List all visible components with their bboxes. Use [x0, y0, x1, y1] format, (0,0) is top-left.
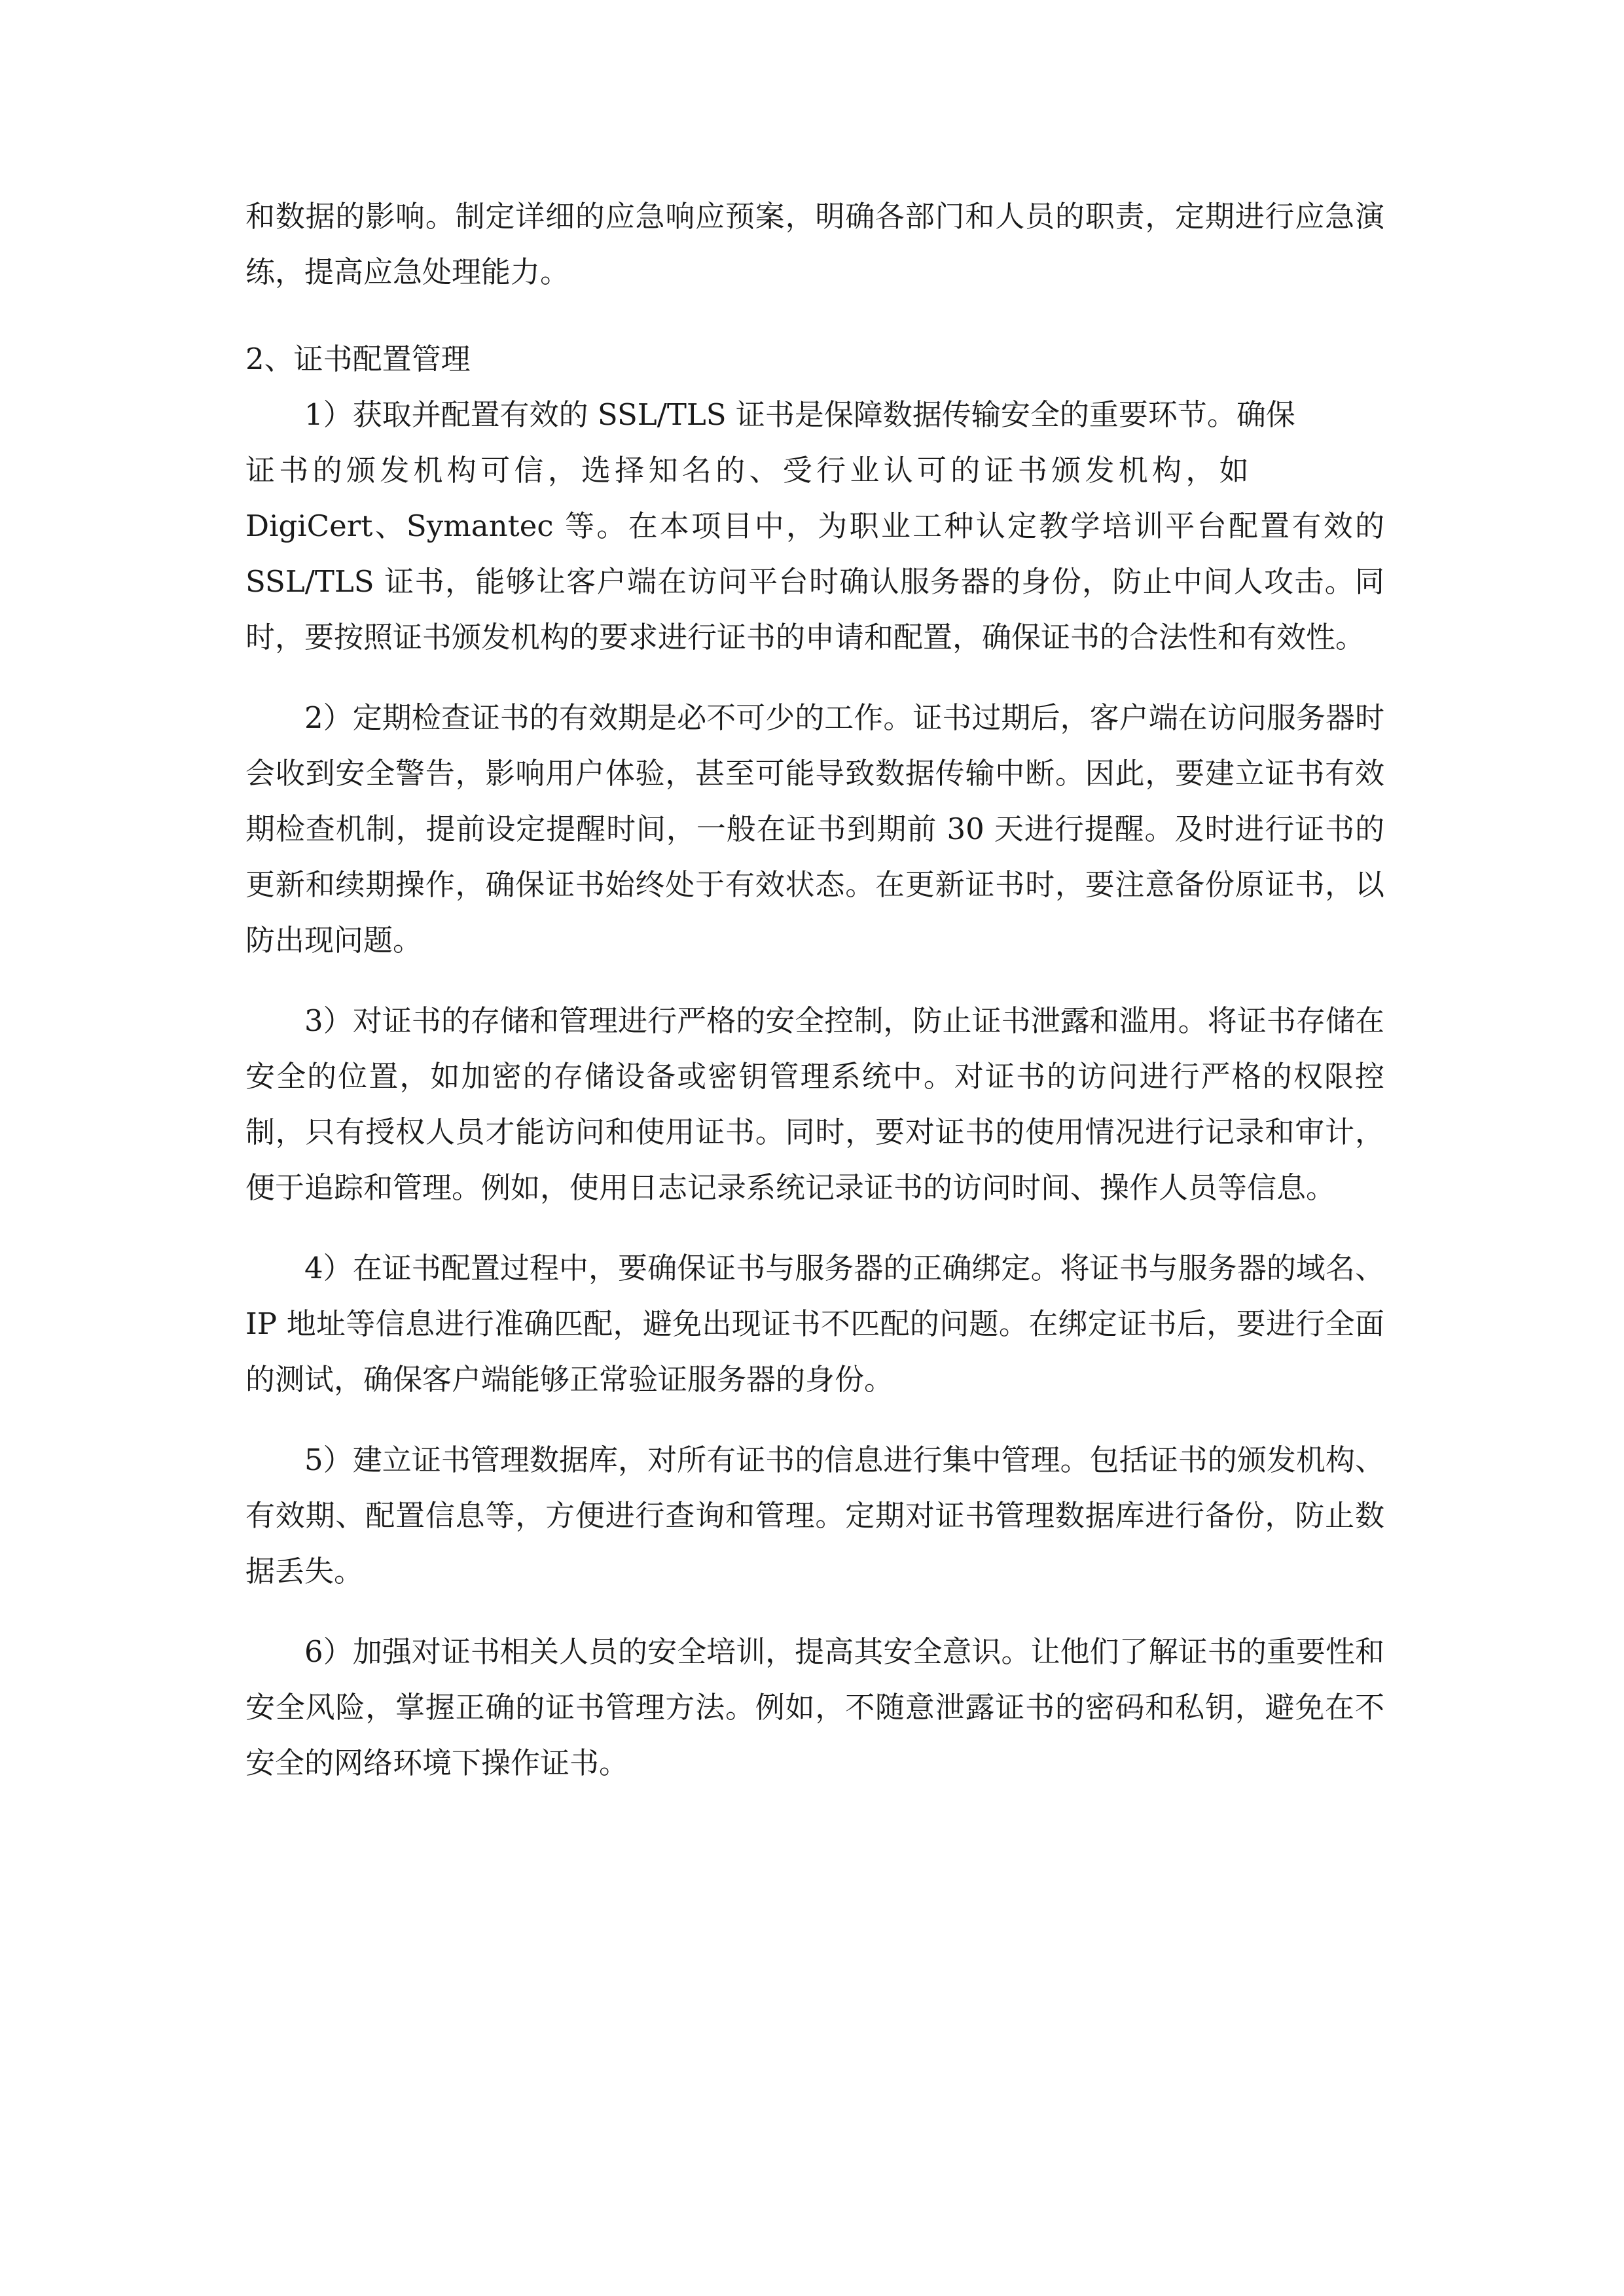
paragraph-1-line-1: 1）获取并配置有效的 SSL/TLS 证书是保障数据传输安全的重要环节。确保 — [304, 397, 1295, 432]
paragraph-3: 3）对证书的存储和管理进行严格的安全控制，防止证书泄露和滥用。将证书存储在安全的位置，如加密的存储设备或密钥管理系统中。对证书的访问进行严格的权限控制，只有授权人员才能访问和使用证书。同时，要对证书的使用情况进行记录和审计，便于追踪和管理。例如，使用日志记录系统记录证书的访问时间、操作人员等信息。 — [245, 1003, 1384, 1205]
paragraph-1-rest: DigiCert、Symantec 等。在本项目中，为职业工种认定教学培训平台配置有效的 SSL/TLS 证书，能够让客户端在访问平台时确认服务器的身份，防止中间人攻击。同时，要按照证书颁发机构的要求进行证书的申请和配置，确保证书的合法性和有效性。 — [245, 509, 1384, 655]
continuation-paragraph: 和数据的影响。制定详细的应急响应预案，明确各部门和人员的职责，定期进行应急演练，提高应急处理能力。 — [245, 199, 1384, 289]
paragraph-5: 5）建立证书管理数据库，对所有证书的信息进行集中管理。包括证书的颁发机构、有效期、配置信息等，方便进行查询和管理。定期对证书管理数据库进行备份，防止数据丢失。 — [245, 1443, 1384, 1588]
document-page — [245, 188, 1384, 1816]
paragraph-4: 4）在证书配置过程中，要确保证书与服务器的正确绑定。将证书与服务器的域名、IP 地址等信息进行准确匹配，避免出现证书不匹配的问题。在绑定证书后，要进行全面的测试，确保客户端能够正常验证服务器的身份。 — [245, 1251, 1384, 1397]
paragraph-2: 2）定期检查证书的有效期是必不可少的工作。证书过期后，客户端在访问服务器时会收到安全警告，影响用户体验，甚至可能导致数据传输中断。因此，要建立证书有效期检查机制，提前设定提醒时间，一般在证书到期前 30 天进行提醒。及时进行证书的更新和续期操作，确保证书始终处于有效状态。在更新证书时，要注意备份原证书，以防出现问题。 — [245, 700, 1384, 958]
paragraph-6: 6）加强对证书相关人员的安全培训，提高其安全意识。让他们了解证书的重要性和安全风险，掌握正确的证书管理方法。例如，不随意泄露证书的密码和私钥，避免在不安全的网络环境下操作证书。 — [245, 1634, 1384, 1780]
paragraph-1 — [245, 387, 1384, 665]
paragraph-1-line-2: 证书的颁发机构可信，选择知名的、受行业认可的证书颁发机构，如 — [245, 453, 1254, 488]
section-heading: 2、证书配置管理 — [245, 342, 471, 376]
